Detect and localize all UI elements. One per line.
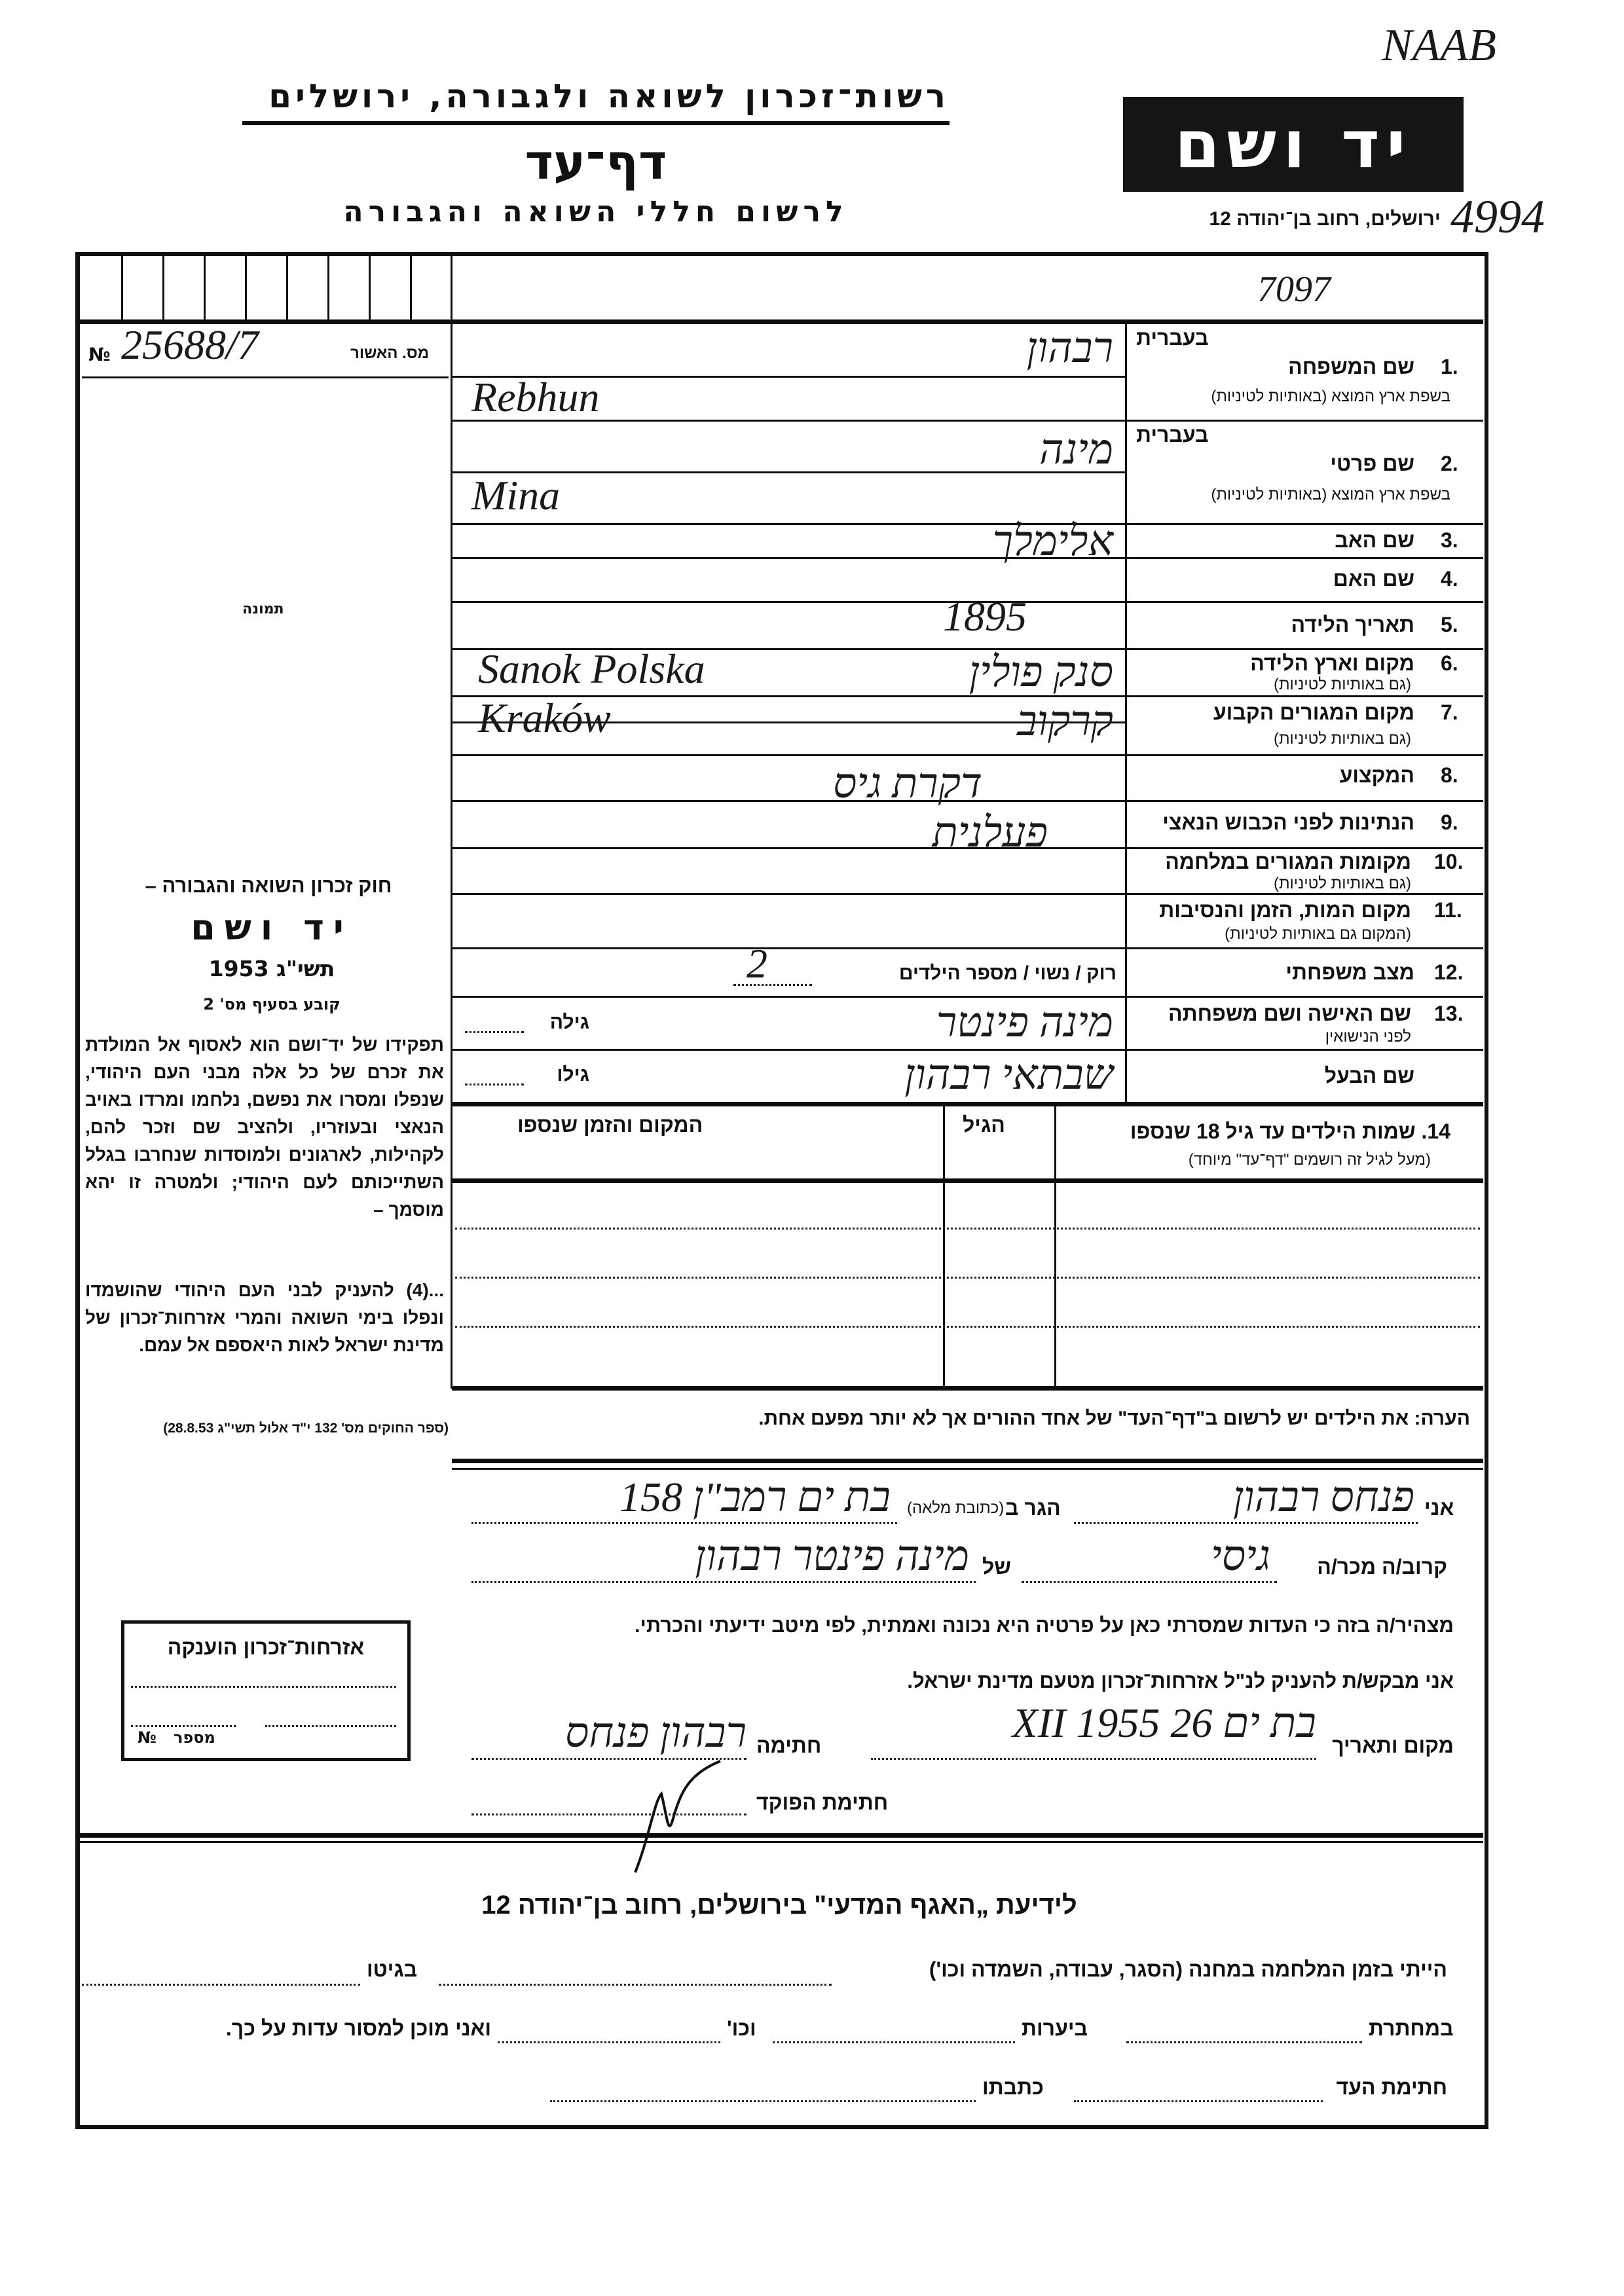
field-number: 2. (1441, 452, 1458, 475)
resident-label: הגר ב (1005, 1496, 1061, 1520)
footer-ghetto-label: בגיטו (367, 1958, 418, 1981)
field-number: 9. (1441, 811, 1458, 834)
field-number: 10. (1434, 850, 1464, 873)
note: הערה: את הילדים יש לרשום ב"דף־העד" של אחד ההורים אך לא יותר מפעם אחת. (758, 1408, 1470, 1429)
signature-label: חתימה (756, 1734, 822, 1757)
of-label: של (982, 1555, 1012, 1578)
law-citation: (ספר החוקים מס' 132 י"ד אלול תשי"ג 28.8.53) (163, 1421, 449, 1436)
residence-latin[interactable]: Kraków (478, 695, 611, 741)
i-label: אני (1424, 1496, 1454, 1520)
request: אני מבקש/ת להעניק לנ"ל אזרחות־זכרון מטעם מדינת ישראל. (907, 1669, 1454, 1692)
field-label-wife: שם האישה ושם משפחתה (1168, 1002, 1411, 1025)
birth-place-hebrew[interactable]: סנק פולין (969, 649, 1113, 695)
field-number: 12. (1434, 960, 1464, 984)
family-name-hebrew[interactable]: רבהון (1026, 325, 1113, 371)
field-label: שם פרטי (1330, 452, 1414, 475)
children-header-sub: (מעל לגיל זה רושמים "דף־עד" מיוחד) (1188, 1151, 1431, 1169)
place-date-value[interactable]: בת ים 26 XII 1955 (1012, 1700, 1316, 1746)
children-header-age: הגיל (963, 1113, 1005, 1137)
field-sub: (המקום גם באותיות לטיניות) (1225, 925, 1411, 943)
field-label-marital: מצב משפחתי (1285, 960, 1414, 984)
nationality-value[interactable]: פעלנית (932, 809, 1048, 856)
citizenship-number-symbol: № (138, 1728, 157, 1747)
field-label-death: מקום המות, הזמן והנסיבות (1159, 898, 1411, 922)
declarant-address[interactable]: בת ים רמב"ן 158 (619, 1474, 891, 1520)
residence-hebrew[interactable]: קרקוב (1016, 698, 1113, 744)
declarant-name[interactable]: פנחס רבהון (1232, 1474, 1414, 1520)
wife-age-label: גילה (549, 1011, 589, 1033)
field-number: 7. (1441, 701, 1458, 724)
field-label-nationality: הנתינות לפני הכבוש הנאצי (1162, 811, 1414, 834)
husband-age-label: גילו (557, 1064, 589, 1085)
address-hint: (כתובת מלאה) (907, 1499, 1005, 1517)
field-sub: לפני הנישואין (1325, 1028, 1411, 1046)
field-number: 8. (1441, 763, 1458, 787)
statement: מצהיר/ה בזה כי העדות שמסרתי כאן על פרטיה היא נכונה ואמתית, לפי מיטב ידיעתי והכרתי. (634, 1614, 1454, 1637)
signature-value[interactable]: רבהון פנחס (564, 1709, 747, 1756)
address: ירושלים, רחוב בן־יהודה 12 (1209, 208, 1441, 230)
footer-address-label: כתבתו (982, 2075, 1044, 2099)
children-row[interactable] (455, 1326, 1480, 1328)
law-paragraph-1: תפקידו של יד־ושם הוא לאסוף אל המולדת את זכרם של כל אלה מבני העם היהודי, שנפלו ומסרו את נפשם, נלחמו ומרדו באויב הנאצי ובעוזריו, ולהציב שם וזכר להם, לקהילות, לארגונים ולמוסדות שנחרבו בגלל השתייכותם לעם היהודי; ולמטרה זו יהא מוסמך – (85, 1034, 444, 1220)
field-sub: (גם באותיות לטיניות) (1273, 676, 1411, 693)
field-label: שם המשפחה (1288, 355, 1414, 378)
marital-inline-label: רוק / נשוי / מספר הילדים (898, 962, 1116, 984)
husband-name-value[interactable]: שבתאי רבהון (904, 1051, 1113, 1098)
birth-place-latin[interactable]: Sanok Polska (478, 646, 705, 692)
hebrew-tag: בעברית (1136, 423, 1209, 446)
children-header-names: 14. שמות הילדים עד גיל 18 שנספו (1130, 1120, 1450, 1143)
footer-witness-signature-label: חתימת העד (1336, 2075, 1447, 2099)
law-year: תשי"ג 1953 (208, 956, 335, 981)
footer-camp-label: הייתי בזמן המלחמה במחנה (הסגר, עבודה, השמדה וכו') (929, 1958, 1447, 1981)
field-number: 3. (1441, 528, 1458, 552)
children-header-place: המקום והזמן שנספו (517, 1113, 703, 1137)
field-label-father: שם האב (1335, 528, 1414, 552)
footer-etc-label: וכו' (727, 2016, 756, 2040)
children-count-value[interactable]: 2 (747, 940, 767, 987)
law-section: קובע בסעיף מס' 2 (203, 995, 341, 1013)
field-label-birth-date: תאריך הלידה (1291, 613, 1414, 636)
authority-title: רשות־זכרון לשואה ולגבורה, ירושלים (268, 77, 950, 115)
field-sub: (גם באותיות לטיניות) (1273, 730, 1411, 748)
recorder-signature-mark (622, 1748, 727, 1879)
handwritten-top-mark: NAAB (1382, 20, 1496, 71)
field-label-residence: מקום המגורים הקבוע (1213, 701, 1414, 724)
forests-input[interactable] (773, 2041, 1015, 2043)
field-label-birth-place: מקום וארץ הלידה (1250, 651, 1414, 675)
citizenship-number-label: מספר (174, 1728, 215, 1747)
form-title: דף־עד (525, 134, 667, 191)
field-label-wartime-residence: מקומות המגורים במלחמה (1165, 850, 1411, 873)
handwritten-number: 4994 (1450, 191, 1545, 243)
field-sub: (גם באותיות לטיניות) (1273, 875, 1411, 892)
top-strip-code: 7097 (1257, 269, 1331, 310)
place-date-label: מקום ותאריך (1332, 1734, 1454, 1757)
footer-forests-label: ביערות (1022, 2016, 1088, 2040)
hebrew-tag: בעברית (1136, 326, 1209, 350)
citizenship-box-title: אזרחות־זכרון הוענקה (167, 1635, 365, 1659)
etc-input[interactable] (498, 2041, 720, 2043)
first-name-hebrew[interactable]: מינה (1039, 426, 1113, 473)
top-strip-grid (82, 256, 452, 319)
approval-number: 25688/7 (121, 321, 259, 368)
profession-value[interactable]: דקרת גיס (832, 760, 982, 807)
camp-input[interactable] (439, 1984, 832, 1986)
footer-underground-label: במחתרת (1369, 2016, 1454, 2040)
law-name: יד ושם (191, 907, 353, 948)
witness-signature-input[interactable] (1074, 2100, 1323, 2102)
field-number: 5. (1441, 613, 1458, 636)
form-subtitle: לרשום חללי השואה והגבורה (343, 195, 849, 228)
field-number: 4. (1441, 567, 1458, 591)
footer-title: לידיעת „האגף המדעי" בירושלים, רחוב בן־יהודה 12 (481, 1891, 1077, 1920)
law-title: חוק זכרון השואה והגבורה – (145, 874, 392, 897)
approval-number-symbol: № (88, 344, 111, 365)
children-row[interactable] (455, 1228, 1480, 1230)
header-underline (242, 121, 950, 125)
approval-number-row (82, 321, 449, 378)
witness-address-input[interactable] (550, 2100, 976, 2102)
approval-number-label: מס. האשור (350, 344, 430, 362)
field-number: 13. (1434, 1002, 1464, 1025)
law-paragraph-2: ...(4) להעניק לבני העם היהודי שהושמדו ונפלו בימי השואה והמרי אזרחות־זכרון של מדינת ישראל לאות היאספם אל עמם. (85, 1280, 444, 1355)
footer-testify-label: ואני מוכן למסור עדות על כך. (225, 2016, 491, 2040)
of-name-value[interactable]: מינה פינטר רבהון (695, 1533, 969, 1579)
relation-value[interactable]: גיסי (1210, 1533, 1270, 1579)
ghetto-input[interactable] (82, 1984, 360, 1986)
underground-input[interactable] (1126, 2041, 1362, 2043)
family-name-latin[interactable]: Rebhun (471, 374, 600, 420)
recorder-signature-label: חתימת הפוקד (756, 1791, 889, 1814)
field-number: 11. (1434, 898, 1462, 922)
relative-label: קרוב/ה מכר/ה (1317, 1555, 1447, 1578)
field-sub: בשפת ארץ המוצא (באותיות לטיניות) (1211, 388, 1450, 405)
photo-label: תמונה (242, 601, 284, 617)
birth-date-value[interactable]: 1895 (943, 593, 1027, 640)
field-number: 6. (1441, 651, 1458, 675)
children-row[interactable] (455, 1277, 1480, 1279)
yad-vashem-logo: יד ושם (1123, 97, 1464, 192)
wife-name-value[interactable]: מינה פינטר (936, 999, 1113, 1046)
field-label-mother: שם האם (1333, 567, 1414, 591)
field-number: 1. (1441, 355, 1458, 378)
citizenship-box (121, 1620, 411, 1761)
field-label-profession: המקצוע (1339, 763, 1414, 787)
first-name-latin[interactable]: Mina (471, 472, 561, 519)
field-sub: בשפת ארץ המוצא (באותיות לטיניות) (1211, 486, 1450, 503)
field-label-husband: שם הבעל (1324, 1064, 1414, 1087)
father-name-value[interactable]: אלימלך (992, 518, 1113, 564)
